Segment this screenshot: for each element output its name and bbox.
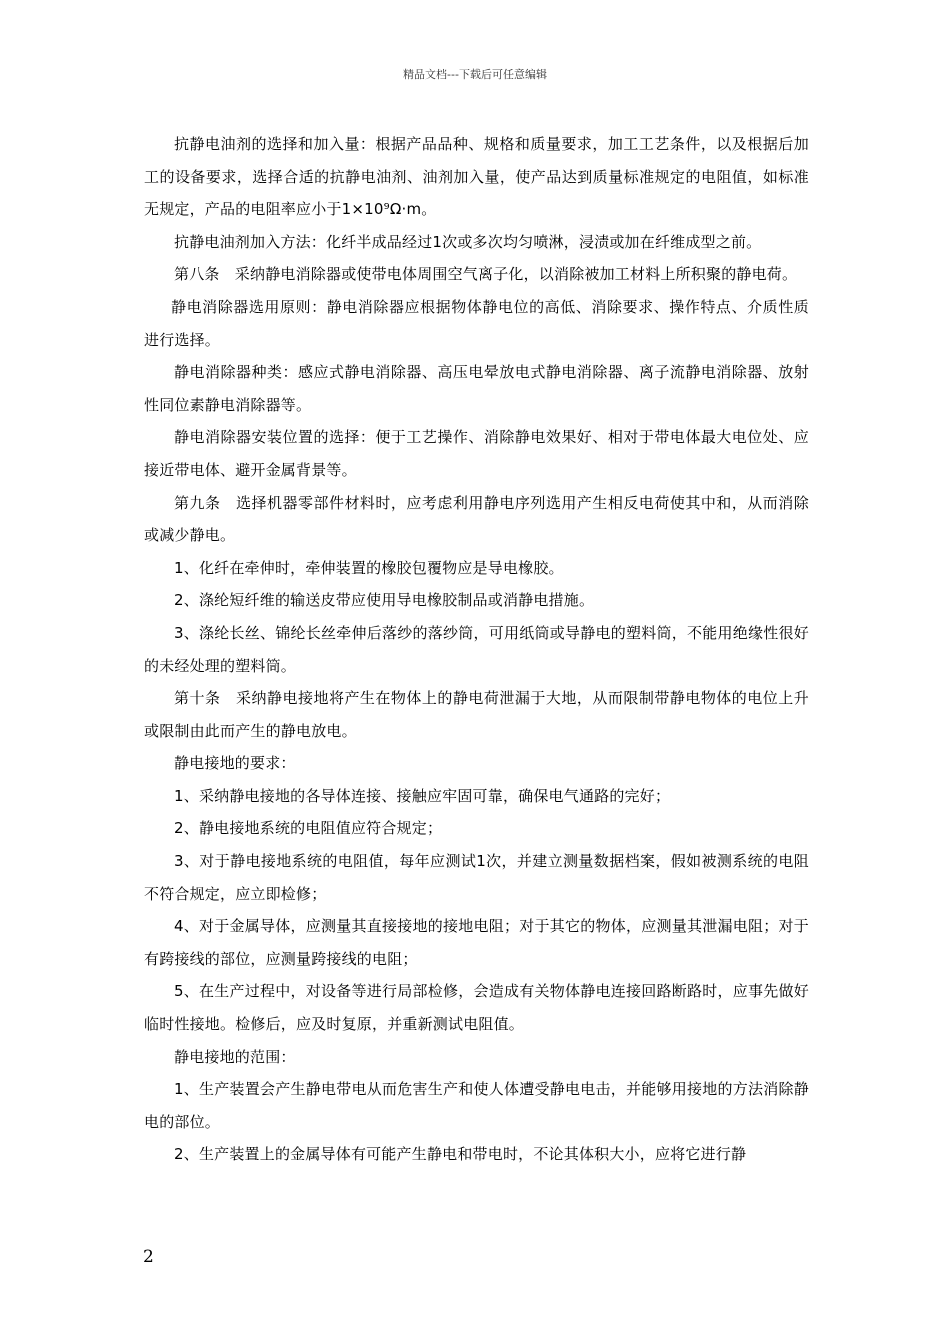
page-number: 2 xyxy=(143,1247,154,1267)
list-item: 2、生产装置上的金属导体有可能产生静电和带电时，不论其体积大小，应将它进行静 xyxy=(174,1145,747,1164)
paragraph: 第十条 采纳静电接地将产生在物体上的静电荷泄漏于大地，从而限制带静电物体的电位上升或限制由此而产生的静电放电。 xyxy=(144,689,809,740)
list-item: 3、涤纶长丝、锦纶长丝牵伸后落纱的落纱筒，可用纸筒或导静电的塑料筒，不能用绝缘性很好的未经处理的塑料筒。 xyxy=(144,623,809,675)
paragraph: 静电消除器种类：感应式静电消除器、高压电晕放电式静电消除器、离子流静电消除器、放射性同位素静电消除器等。 xyxy=(144,363,809,414)
paragraph: 抗静电油剂加入方法：化纤半成品经过1次或多次均匀喷淋，浸渍或加在纤维成型之前。 xyxy=(174,232,762,251)
list-item: 2、涤纶短纤维的输送皮带应使用导电橡胶制品或消静电措施。 xyxy=(174,591,595,610)
list-item: 1、生产装置会产生静电带电从而危害生产和使人体遭受静电电击，并能够用接地的方法消除静电的部位。 xyxy=(144,1080,809,1131)
list-item: 3、对于静电接地系统的电阻值，每年应测试1次，并建立测量数据档案，假如被测系统的电阻不符合规定，应立即检修； xyxy=(144,852,809,903)
list-item: 1、化纤在牵伸时，牵伸装置的橡胶包覆物应是导电橡胶。 xyxy=(174,558,564,577)
section-label: 静电接地的要求： xyxy=(174,754,296,773)
list-item: 1、采纳静电接地的各导体连接、接触应牢固可靠，确保电气通路的完好； xyxy=(174,786,671,805)
paragraph: 静电消除器安装位置的选择：便于工艺操作、消除静电效果好、相对于带电体最大电位处、应接近带电体、避开金属背景等。 xyxy=(144,428,809,479)
paragraph: 第八条 采纳静电消除器或使带电体周围空气离子化，以消除被加工材料上所积聚的静电荷。 xyxy=(174,265,798,284)
list-item: 4、对于金属导体，应测量其直接接地的接地电阻；对于其它的物体，应测量其泄漏电阻；对于有跨接线的部位，应测量跨接线的电阻； xyxy=(144,917,809,968)
list-item: 5、在生产过程中，对设备等进行局部检修，会造成有关物体静电连接回路断路时，应事先做好临时性接地。检修后，应及时复原，并重新测试电阻值。 xyxy=(144,982,809,1034)
section-label: 静电接地的范围： xyxy=(174,1047,296,1066)
paragraph: 静电消除器选用原则：静电消除器应根据物体静电位的高低、消除要求、操作特点、介质性质进行选择。 xyxy=(144,297,809,349)
paragraph: 抗静电油剂的选择和加入量：根据产品品种、规格和质量要求，加工工艺条件，以及根据后加工的设备要求，选择合适的抗静电油剂、油剂加入量，使产品达到质量标准规定的电阻值，如标准无规定，产品的电阻率应小于1×10⁹Ω·m。 xyxy=(144,135,809,219)
document-body xyxy=(144,128,809,1171)
paragraph: 第九条 选择机器零部件材料时，应考虑利用静电序列选用产生相反电荷使其中和，从而消除或减少静电。 xyxy=(144,493,809,545)
list-item: 2、静电接地系统的电阻值应符合规定； xyxy=(174,819,443,838)
page-header: 精品文档---下载后可任意编辑 xyxy=(403,68,547,81)
